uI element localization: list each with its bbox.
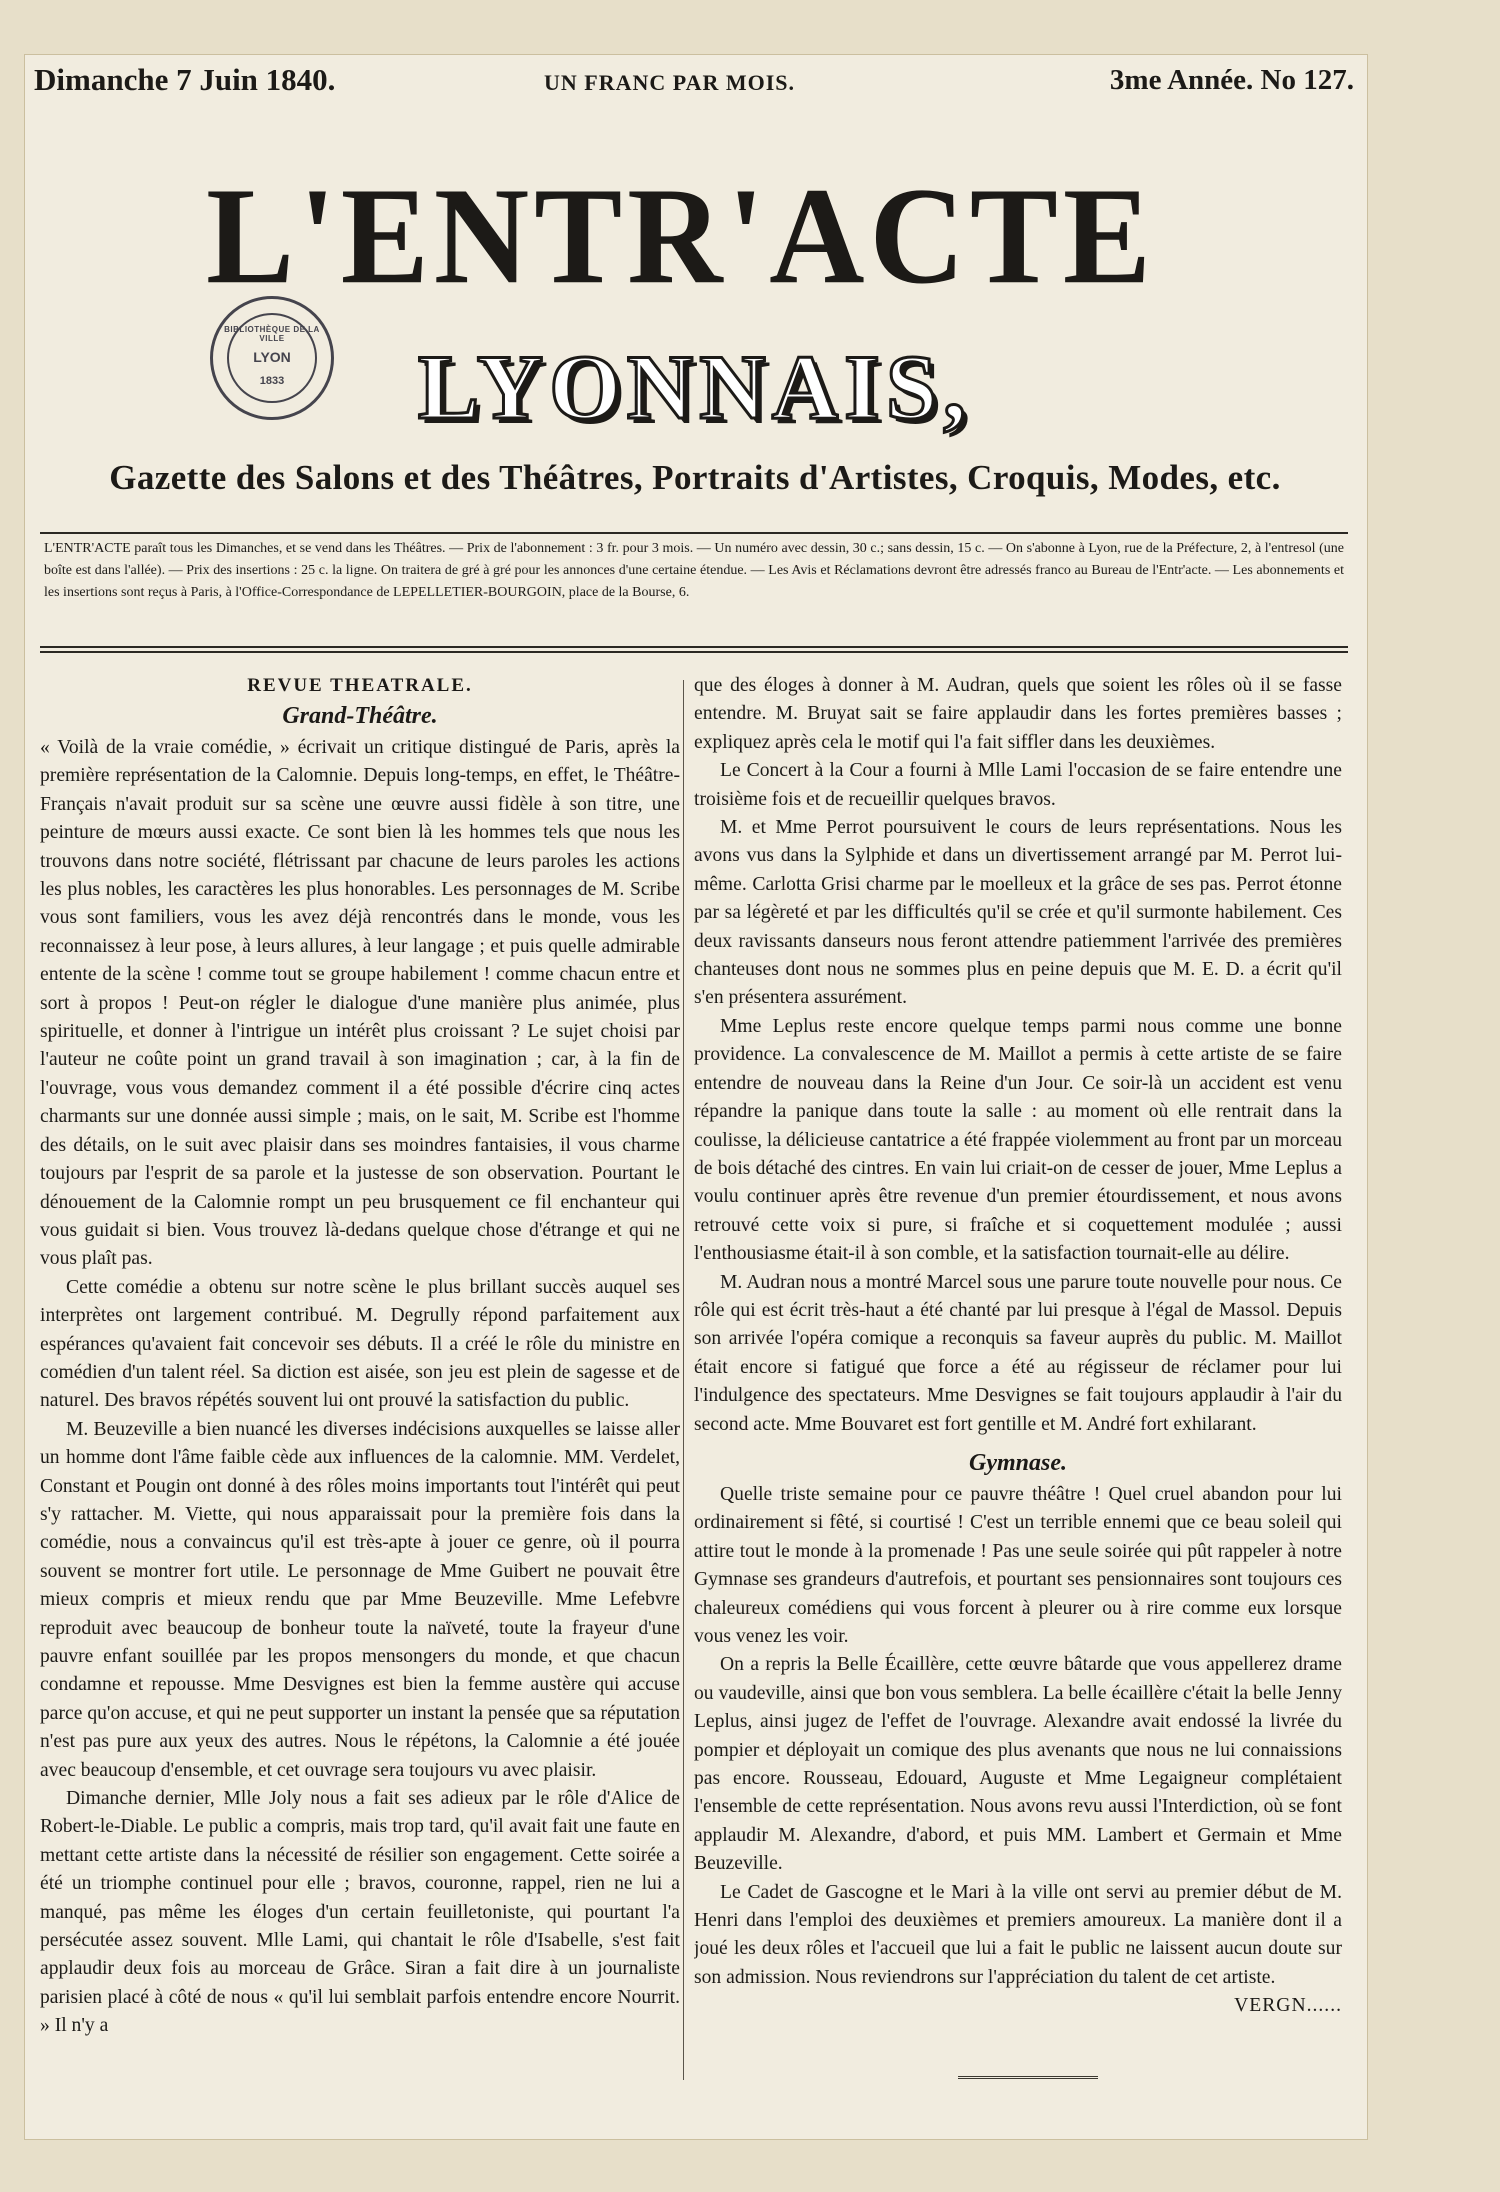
stamp-year: 1833 (259, 375, 285, 387)
notice-top-rule (40, 532, 1348, 534)
article-paragraph: Cette comédie a obtenu sur notre scène le plus brillant succès auquel ses interprètes ont largement contribué. M. Degrully répond parfaitement aux espérances qu'avaient fait concevoir ses débuts. Il a créé le rôle du ministre en comédien d'un talent réel. Sa diction est aisée, son jeu est plein de sagesse et de naturel. Des bravos répétés souvent lui ont prouvé la satisfaction du public. (40, 1276, 680, 1412)
article-paragraph: M. et Mme Perrot poursuivent le cours de leurs représentations. Nous les avons vus dans la Sylphide et dans un divertissement arrangé par M. Perrot lui-même. Carlotta Grisi charme par le moelleux et la grâce de ses pas. Perrot étonne par sa légèreté et par les difficultés qu'il se crée et qu'il surmonte habilement. Ces deux ravissants danseurs nous feront attendre patiemment l'arrivée des premières chanteuses dont nous ne sommes plus en peine depuis que M. E. D. a écrit qu'il s'en présentera assurément. (694, 817, 1342, 1009)
article-paragraph: que des éloges à donner à M. Audran, quels que soient les rôles où il se fasse entendre. M. Bruyat sait se faire applaudir dans les fortes premières basses ; expliquez après cela le motif qui l'a fait siffler dans les deuxièmes. (694, 675, 1342, 753)
notice-bottom-rule-double (40, 651, 1348, 653)
library-stamp (210, 296, 334, 420)
article-paragraph: « Voilà de la vraie comédie, » écrivait un critique distingué de Paris, après la première représentation de la Calomnie. Depuis long-temps, en effet, le Théâtre-Français n'avait produit sur sa scène une œuvre aussi fidèle à son titre, une peinture de mœurs aussi exacte. Ce sont bien là les hommes tels que nous les trouvons dans notre société, flétrissant par chacune de leurs paroles les actions les plus nobles, les caractères les plus honorables. Les personnages de M. Scribe vous sont familiers, vous les avez déjà rencontrés dans le monde, vous les reconnaissez à leur pose, à leurs allures, à leur langage ; et puis quelle admirable entente de la scène ! comme tout se groupe habilement ! comme chacun entre et sort à propos ! Peut-on régler le dialogue d'une manière plus animée, plus spirituelle, et donner à l'intrigue un intérêt plus croissant ? Le sujet choisi par l'auteur ne coûte point un grand travail à son imagination ; car, à la fin de l'ouvrage, vous vous demandez comment il a été possible d'écrire cinq actes charmants sur une donnée aussi simple ; mais, on le sait, M. Scribe est l'homme des détails, on le suit avec plaisir dans ses moindres fantaisies, il vous charme toujours par l'esprit de sa parole et la justesse de son observation. Pourtant le dénouement de la Calomnie rompt un peu brusquement ce fil enchanteur qui vous guidait si bien. Vous trouvez là-dedans quelque chose d'étrange et qui ne vous plaît pas. (40, 737, 680, 1270)
section-heading-grand-theatre: Grand-Théâtre. (282, 703, 438, 729)
right-column (694, 672, 1342, 2084)
masthead-subtitle: Gazette des Salons et des Théâtres, Portraits d'Artistes, Croquis, Modes, etc. (109, 458, 1281, 497)
article-paragraph: M. Beuzeville a bien nuancé les diverses indécisions auxquelles se laisse aller un homme dont l'âme faible cède aux influences de la calomnie. MM. Verdelet, Constant et Pougin ont donné à des rôles moins importants tout l'intérêt qui peut s'y rattacher. M. Viette, qui nous apparaissait pour la première fois dans la comédie, nous a convaincus qu'il est très-apte à jouer ce genre, où il pourra souvent se montrer fort utile. Le personnage de Mme Guibert ne pouvait être mieux compris et mieux rendu que par Mme Beuzeville. Mme Lefebvre reproduit avec beaucoup de bonheur toute la naïveté, toute la frayeur d'une pauvre enfant souillée par les propos mensongers du monde, et que chacun condamne et repousse. Mme Desvignes est bien la femme austère qui accuse parce qu'on accuse, et qui ne peut supporter un instant la pensée que sa réputation n'est pas pure aux yeux des autres. Nous le répétons, la Calomnie a été jouée avec beaucoup d'ensemble, et cet ouvrage sera toujours vu avec plaisir. (40, 1418, 680, 1781)
article-paragraph: Le Concert à la Cour a fourni à Mlle Lami l'occasion de se faire entendre une troisième fois et de recueillir quelques bravos. (694, 760, 1342, 810)
article-paragraph: On a repris la Belle Écaillère, cette œuvre bâtarde que vous appellerez drame ou vaudeville, ainsi que bon vous semblera. La belle écaillère c'était la belle Jenny Leplus, ainsi jugez de l'effet de l'ouvrage. Alexandre avait endossé la livrée du pompier et déployait un comique des plus avenants que nous ne lui connaissions pas encore. Rousseau, Edouard, Auguste et Mme Legaigneur complétaient l'ensemble de cette représentation. Nous avons revu aussi l'Interdiction, où se font applaudir M. Alexandre, d'abord, et puis MM. Lambert et Germain et Mme Beuzeville. (694, 1654, 1342, 1875)
masthead-title-lyonnais: LYONNAIS, (417, 336, 973, 438)
article-paragraph: M. Audran nous a montré Marcel sous une parure toute nouvelle pour nous. Ce rôle qui est écrit très-haut a été chanté par lui presque à l'égal de Massol. Depuis son arrivée l'opéra comique a reconquis sa faveur auprès du public. M. Maillot était encore si fatigué que force a été au régisseur de réclamer pour lui l'indulgence des spectateurs. Mme Desvignes se fait toujours applaudir à l'air du second acte. Mme Bouvaret est fort gentille et M. André fort exhilarant. (694, 1271, 1342, 1435)
subscription-notice: L'ENTR'ACTE paraît tous les Dimanches, et se vend dans les Théâtres. — Prix de l'abonnement : 3 fr. pour 3 mois. — Un numéro avec dessin, 30 c.; sans dessin, 15 c. — On s'abonne à Lyon, rue de la Préfecture, 2, à l'entresol (une boîte est dans l'allée). — Prix des insertions : 25 c. la ligne. On traitera de gré à gré pour les annonces d'une certaine étendue. — Les Avis et Réclamations devront être adressés franco au Bureau de l'Entr'acte. — Les abonnements et les insertions sont reçus à Paris, à l'Office-Correspondance de LEPELLETIER-BOURGOIN, place de la Bourse, 6. (44, 541, 1344, 600)
section-heading-gymnase: Gymnase. (969, 1449, 1067, 1476)
stamp-top-text: BIBLIOTHÈQUE DE LA VILLE (224, 325, 320, 343)
article-paragraph: Mme Leplus reste encore quelque temps parmi nous comme une bonne providence. La convalescence de M. Maillot a permis à cette artiste de se faire entendre de nouveau dans la Reine d'un Jour. Ce soir-là un accident est venu répandre la panique dans toute la salle : au moment où elle rentrait dans la coulisse, la délicieuse cantatrice a été frappée violemment au front par un morceau de bois détaché des cintres. En vain lui criait-on de cesser de jouer, Mme Leplus a voulu continuer après être revenue d'un premier étourdissement, et nous avons retrouvé cette voix si pure, si fraîche et si coquettement modulée ; aussi l'enthousiasme était-il à son comble, et la satisfaction tournait-elle au délire. (694, 1015, 1342, 1265)
end-ornament (958, 2076, 1098, 2089)
notice-bottom-rule (40, 646, 1348, 648)
subscription-price: UN FRANC PAR MOIS. (544, 70, 796, 95)
dateline (34, 62, 1354, 106)
left-column (40, 672, 680, 2084)
stamp-city: LYON (253, 349, 291, 365)
issue-number: 3me Année. No 127. (1109, 64, 1354, 96)
issue-date: Dimanche 7 Juin 1840. (34, 62, 336, 97)
article-paragraph: Dimanche dernier, Mlle Joly nous a fait ses adieux par le rôle d'Alice de Robert-le-Diable. Le public a compris, mais trop tard, qu'il avait fait une faute en mettant cette artiste dans la nécessité de résilier son engagement. Cette soirée a été un triomphe continuel pour elle ; bravos, couronne, rappel, rien ne lui a manqué, pas même les éloges d'un certain feuilletoniste, qui pourtant l'a persécutée assez souvent. Mlle Lami, qui chantait le rôle d'Isabelle, s'est fait applaudir deux fois au morceau de Grâce. Siran a fait dire à un journaliste parisien placé à côté de nous « qu'il lui semblait parfois entendre encore Nourrit. » Il n'y a (40, 1788, 680, 2037)
masthead-title: L'ENTR'ACTE (206, 158, 1156, 313)
article-paragraph: Quelle triste semaine pour ce pauvre théâtre ! Quel cruel abandon pour lui ordinairement si fêté, si courtisé ! C'est un terrible ennemi que ce beau soleil qui attire tout le monde à la promenade ! Pas une seule soirée qui pût rappeler à notre Gymnase ses grandeurs d'autrefois, et pourtant ses pensionnaires sont toujours ces chaleureux comédiens qui vous forcent à pleurer ou à rire comme eux lorsque vous venez les voir. (694, 1483, 1342, 1647)
article-signature: VERGN...... (1234, 1995, 1342, 2017)
column-divider (683, 680, 684, 2080)
article-paragraph: Le Cadet de Gascogne et le Mari à la ville ont servi au premier début de M. Henri dans l'emploi des deuxièmes et premiers amoureux. La manière dont il a joué les deux rôles et l'accueil que lui a fait le public ne laissent aucun doute sur son admission. Nous reviendrons sur l'appréciation du talent de cet artiste. (694, 1881, 1342, 1988)
rubric-heading: REVUE THEATRALE. (247, 675, 473, 696)
